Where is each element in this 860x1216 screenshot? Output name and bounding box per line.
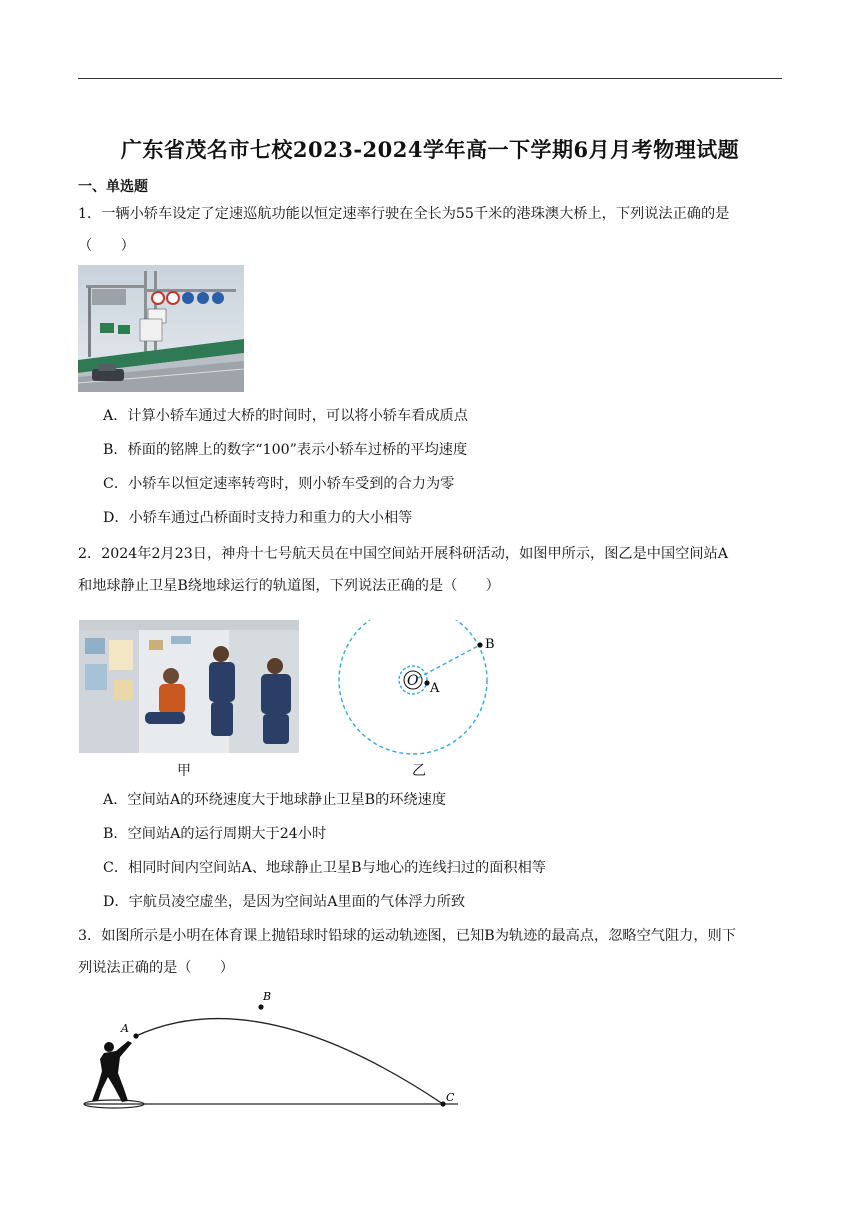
q3-stem-line2: 列说法正确的是（ ）: [78, 960, 235, 976]
point-b: [258, 1004, 263, 1009]
section-heading: 一、单选题: [78, 179, 148, 195]
station-a-point: [424, 680, 429, 685]
q1-bridge-photo: [78, 265, 244, 392]
q1-stem-line1: 1．一辆小轿车设定了定速巡航功能以恒定速率行驶在全长为55千米的港珠澳大桥上，下列说法正确的是: [78, 206, 730, 222]
page-title: 广东省茂名市七校2023-2024学年高一下学期6月月考物理试题: [120, 137, 740, 162]
q2-option-d: D．宇航员凌空虚坐，是因为空间站A里面的气体浮力所致: [103, 894, 466, 910]
q3-trajectory-figure: [78, 985, 478, 1110]
astronauts-photo-image: [79, 620, 299, 753]
radius-line: [418, 645, 480, 678]
label-b: B: [263, 990, 272, 1003]
q2-photo-caption: 甲: [177, 763, 191, 779]
header-rule: [78, 78, 782, 79]
q1-option-b: B．桥面的铭牌上的数字“100”表示小轿车过桥的平均速度: [103, 442, 468, 458]
orbit-diagram-svg: [330, 620, 500, 780]
q2-space-station-photo: [79, 620, 299, 753]
q2-option-a: A．空间站A的环绕速度大于地球静止卫星B的环绕速度: [103, 792, 447, 808]
center-label-o: O: [407, 673, 419, 689]
trajectory-svg: [78, 985, 478, 1110]
satellite-b-point: [477, 642, 482, 647]
label-a: A: [121, 1022, 129, 1035]
q2-orbit-diagram: [330, 620, 500, 780]
point-a: [133, 1033, 138, 1038]
q1-option-c: C．小轿车以恒定速率转弯时，则小轿车受到的合力为零: [103, 476, 455, 492]
q1-option-d: D．小轿车通过凸桥面时支持力和重力的大小相等: [103, 510, 413, 526]
label-c: C: [446, 1091, 455, 1104]
q1-option-a: A．计算小轿车通过大桥的时间时，可以将小轿车看成质点: [103, 408, 468, 424]
q2-stem-line2: 和地球静止卫星B绕地球运行的轨道图，下列说法正确的是（ ）: [78, 578, 500, 594]
q1-stem-line2: （ ）: [78, 238, 135, 254]
q2-option-b: B．空间站A的运行周期大于24小时: [103, 826, 327, 842]
label-b: B: [485, 637, 495, 652]
trajectory-curve: [136, 1019, 443, 1104]
q2-option-c: C．相同时间内空间站A、地球静止卫星B与地心的连线扫过的面积相等: [103, 860, 546, 876]
q2-diagram-caption: 乙: [412, 763, 426, 779]
q2-stem-line1: 2．2024年2月23日，神舟十七号航天员在中国空间站开展科研活动，如图甲所示，图乙是中国空间站A: [78, 546, 728, 562]
bridge-photo-image: [78, 265, 244, 392]
thrower-silhouette: [92, 1041, 132, 1102]
label-a: A: [430, 681, 440, 696]
point-c: [440, 1101, 445, 1106]
q3-stem-line1: 3．如图所示是小明在体育课上抛铅球时铅球的运动轨迹图，已知B为轨迹的最高点，忽略空气阻力，则下: [78, 928, 736, 944]
